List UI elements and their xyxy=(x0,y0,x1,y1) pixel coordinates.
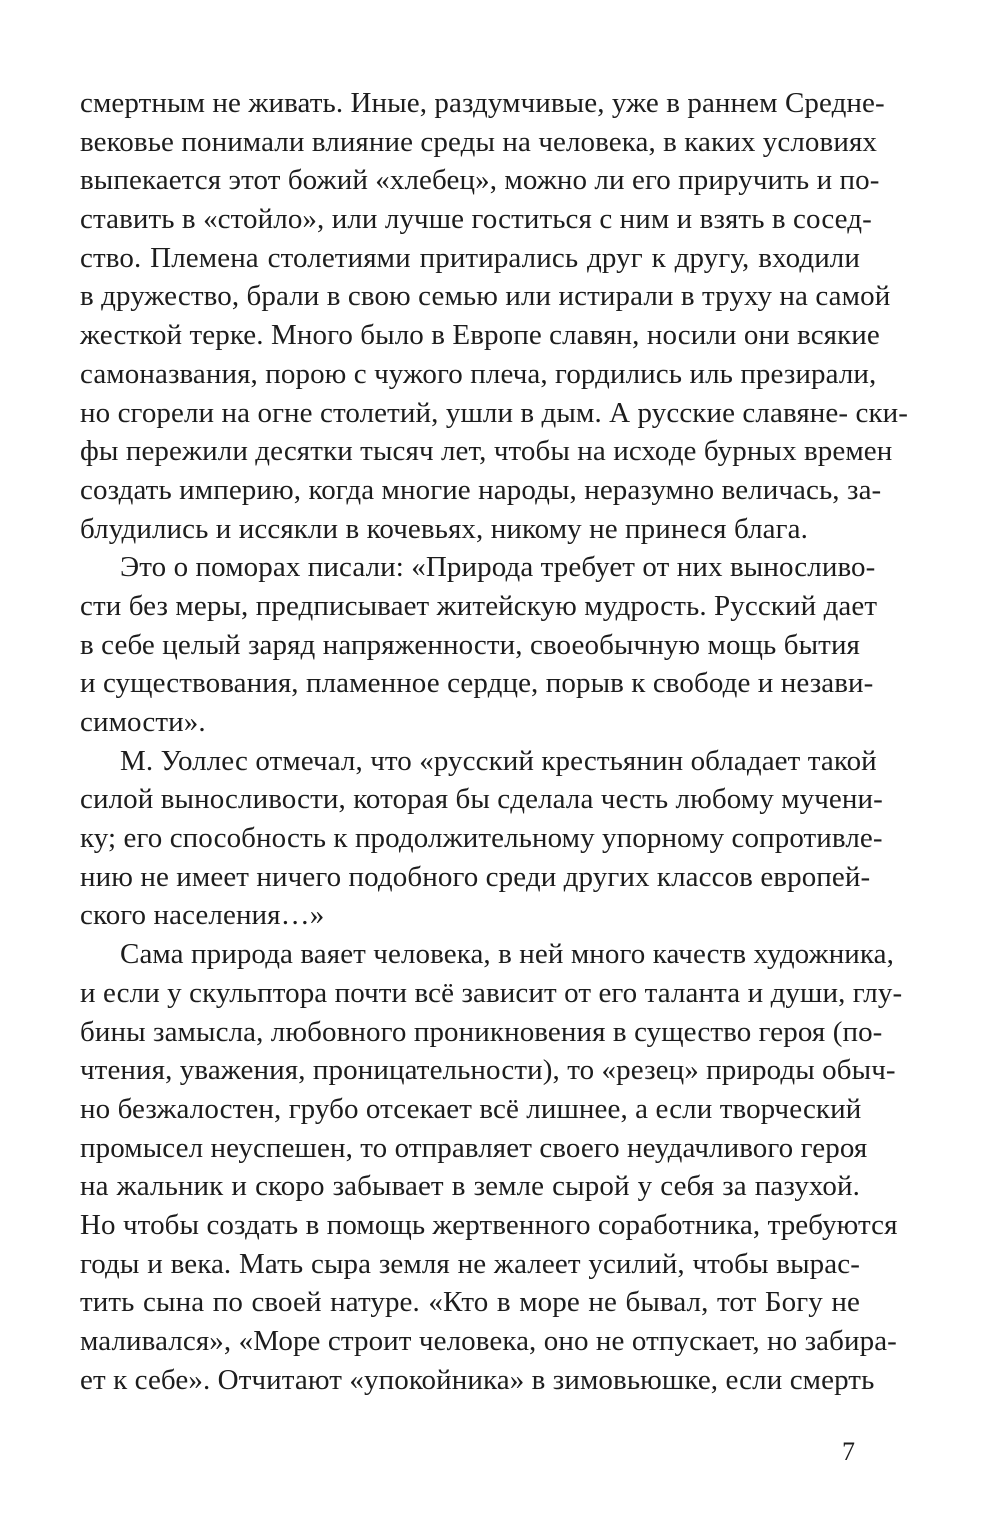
text-line: ставить в «стойло», или лучше гоститься с ним и взять в сосед- xyxy=(80,203,872,236)
text-line: промысел неуспешен, то отправляет своего неудачливого героя xyxy=(80,1131,868,1164)
text-line: Но чтобы создать в помощь жертвенного соработника, требуются xyxy=(80,1208,898,1241)
text-line: ство. Племена столетиями притирались друг к другу, входили xyxy=(80,241,860,274)
text-line: М. Уоллес отмечал, что «русский крестьянин обладает такой xyxy=(120,744,877,777)
text-line: самоназвания, порою с чужого плеча, гордились иль презирали, xyxy=(80,357,877,390)
paragraph-2 xyxy=(80,548,878,741)
page-body xyxy=(80,84,909,1399)
text-line: и существования, пламенное сердце, порыв к свободе и незави- xyxy=(80,667,874,700)
text-line: смертным не живать. Иные, раздумчивые, уже в раннем Средне- xyxy=(80,87,885,119)
text-line: симости». xyxy=(80,706,206,738)
text-line: ет к себе». Отчитают «упокойника» в зимовьюшке, если смерть xyxy=(80,1363,875,1396)
paragraph-4 xyxy=(80,935,903,1399)
text-line: но сгорели на огне столетий, ушли в дым. А русские славяне- ски- xyxy=(80,396,909,429)
text-line: силой выносливости, которая бы сделала честь любому мучени- xyxy=(80,783,883,816)
text-line: Сама природа ваяет человека, в ней много качеств художника, xyxy=(120,938,895,971)
text-line: в себе целый заряд напряженности, своеобычную мощь бытия xyxy=(80,628,860,661)
text-line: блудились и иссякли в кочевьях, никому не принеся блага. xyxy=(80,512,808,545)
text-line: но безжалостен, грубо отсекает всё лишнее, а если творческий xyxy=(80,1092,862,1125)
text-line: ского населения…» xyxy=(80,899,325,932)
text-line: в дружество, брали в свою семью или истирали в труху на самой xyxy=(80,280,891,313)
text-line: маливался», «Море строит человека, оно не отпускает, но забира- xyxy=(80,1325,897,1357)
text-line: вековье понимали влияние среды на человека, в каких условиях xyxy=(80,125,877,158)
page-number: 7 xyxy=(842,1437,855,1466)
text-line: годы и века. Мать сыра земля не жалеет усилий, чтобы вырас- xyxy=(80,1247,860,1280)
text-line: выпекается этот божий «хлебец», можно ли его приручить и по- xyxy=(80,164,880,197)
text-line: жесткой терке. Много было в Европе славян, носили они всякие xyxy=(80,319,880,352)
paragraph-3 xyxy=(80,742,883,935)
text-line: бины замысла, любовного проникновения в существо героя (по- xyxy=(80,1015,883,1048)
text-line: нию не имеет ничего подобного среди других классов европей- xyxy=(80,860,871,893)
text-line: и если у скульптора почти всё зависит от его таланта и души, глу- xyxy=(80,976,903,1009)
text-line: создать империю, когда многие народы, неразумно величась, за- xyxy=(80,473,882,506)
text-line: Это о поморах писали: «Природа требует от них выносливо- xyxy=(120,551,876,584)
text-line: фы пережили десятки тысяч лет, чтобы на исходе бурных времен xyxy=(80,435,893,468)
paragraph-1 xyxy=(80,84,909,548)
text-line: чтения, уважения, проницательности), то «резец» природы обыч- xyxy=(80,1054,896,1087)
text-line: тить сына по своей натуре. «Кто в море не бывал, тот Богу не xyxy=(80,1286,860,1319)
text-line: сти без меры, предписывает житейскую мудрость. Русский дает xyxy=(80,589,878,622)
text-line: ку; его способность к продолжительному упорному сопротивле- xyxy=(80,822,883,855)
text-line: на жальник и скоро забывает в земле сырой у себя за пазухой. xyxy=(80,1170,860,1203)
